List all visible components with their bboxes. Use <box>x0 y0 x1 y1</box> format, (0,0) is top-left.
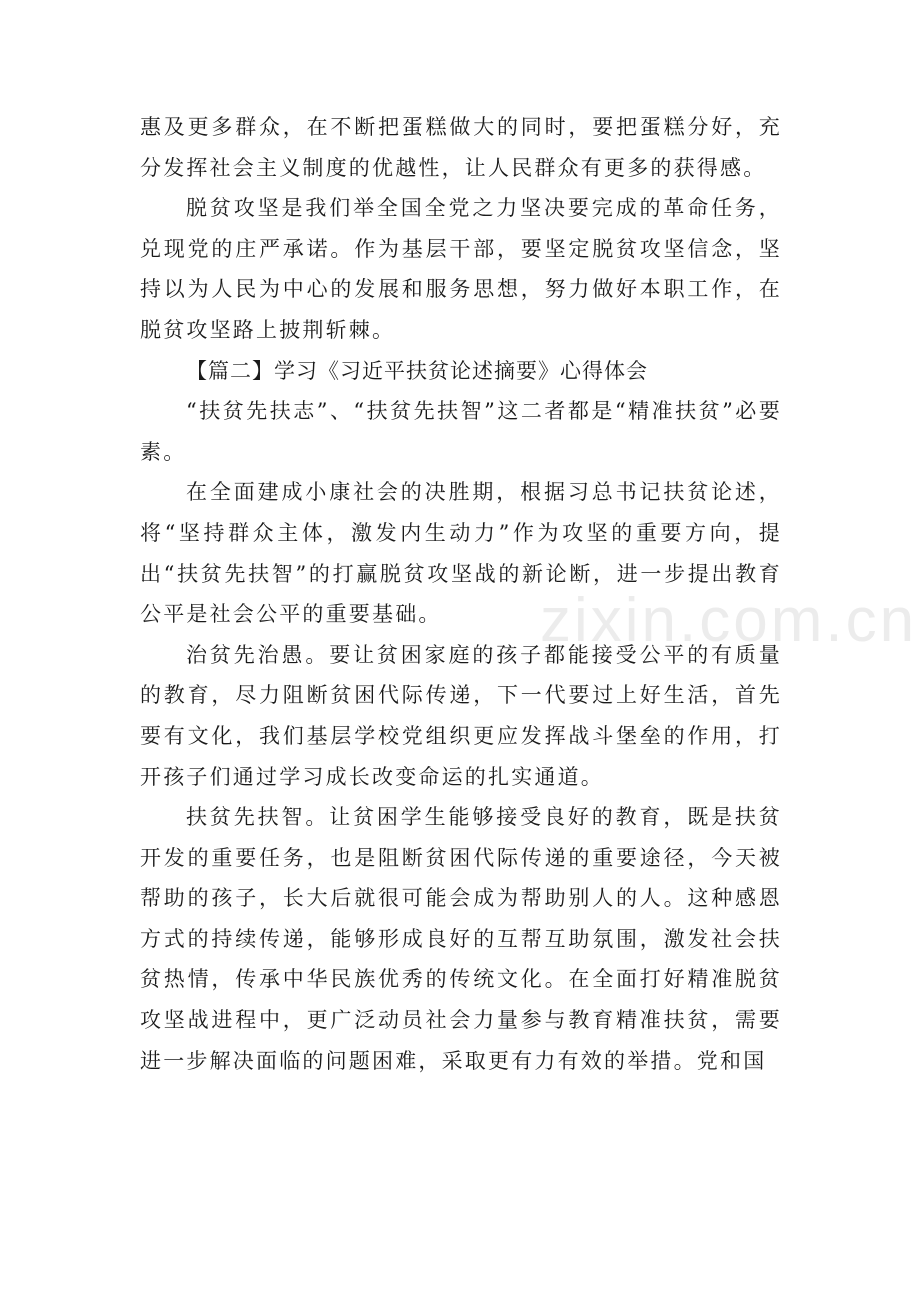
paragraph: 脱贫攻坚是我们举全国全党之力坚决要完成的革命任务，兑现党的庄严承诺。作为基层干部，要坚定脱贫攻坚信念，坚持以为人民为中心的发展和服务思想，努力做好本职工作，在脱贫攻坚路上披荆斩棘。 <box>140 196 782 342</box>
paragraph: 在全面建成小康社会的决胜期，根据习总书记扶贫论述，将“坚持群众主体，激发内生动力”作为攻坚的重要方向，提出“扶贫先扶智”的打赢脱贫攻坚战的新论断，进一步提出教育公平是社会公平的重要基础。 <box>140 480 782 627</box>
paragraph: “扶贫先扶志”、“扶贫先扶智”这二者都是“精准扶贫”必要素。 <box>140 399 782 464</box>
document-body <box>140 107 782 1081</box>
paragraph: 扶贫先扶智。让贫困学生能够接受良好的教育，既是扶贫开发的重要任务，也是阻断贫困代际传递的重要途径，今天被帮助的孩子，长大后就很可能会成为帮助别人的人。这种感恩方式的持续传递，能够形成良好的互帮互助氛围，激发社会扶贫热情，传承中华民族优秀的传统文化。在全面打好精准脱贫攻坚战进程中，更广泛动员社会力量参与教育精准扶贫，需要进一步解决面临的问题困难，采取更有力有效的举措。党和国 <box>140 805 782 1073</box>
watermark: zixin.com.cn <box>540 586 918 655</box>
paragraph-continuation: 惠及更多群众，在不断把蛋糕做大的同时，要把蛋糕分好，充分发挥社会主义制度的优越性，让人民群众有更多的获得感。 <box>140 115 782 180</box>
paragraph: 治贫先治愚。要让贫困家庭的孩子都能接受公平的有质量的教育，尽力阻断贫困代际传递，下一代要过上好生活，首先要有文化，我们基层学校党组织更应发挥战斗堡垒的作用，打开孩子们通过学习成长改变命运的扎实通道。 <box>140 642 782 789</box>
section-heading: 【篇二】学习《习近平扶贫论述摘要》心得体会 <box>186 358 648 383</box>
